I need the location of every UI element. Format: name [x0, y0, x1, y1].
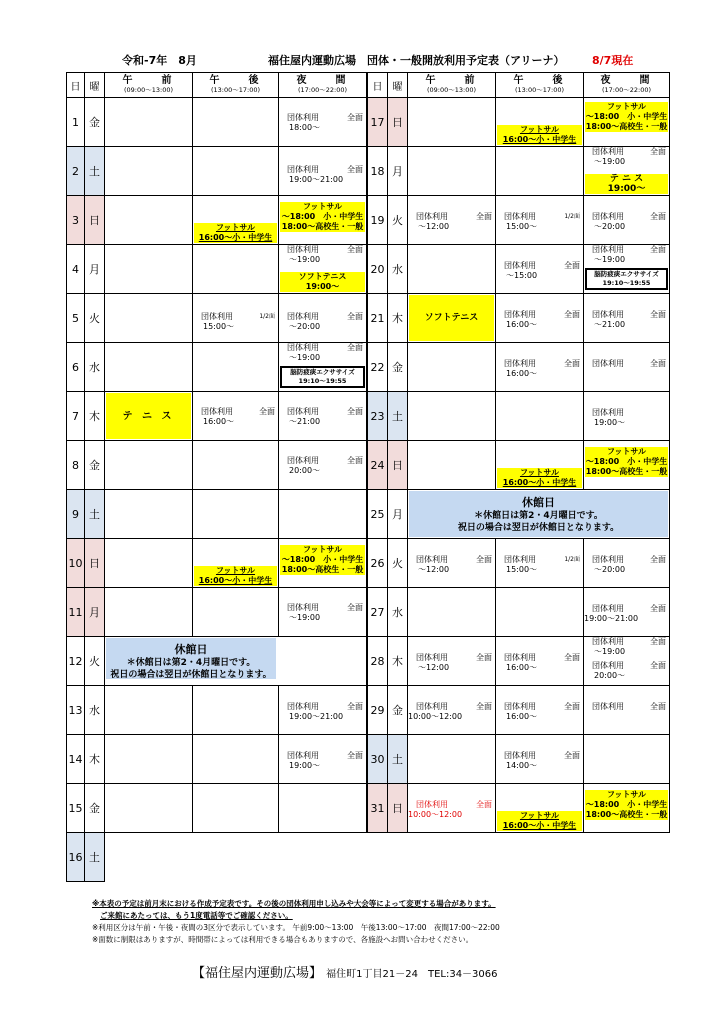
group-booking: 団体利用 全面 16:00～ [201, 407, 275, 426]
evening-slot [584, 98, 670, 147]
futsal-block: フットサル 16:00～小・中学生 [497, 811, 582, 831]
evening-slot: 団体利用 全面 [584, 686, 670, 735]
day-number: 5 [67, 294, 85, 343]
day-number: 16 [67, 833, 85, 882]
weekday: 水 [388, 588, 408, 637]
table-row [67, 539, 367, 588]
table-row [368, 147, 670, 196]
closed-day-cell [408, 490, 670, 539]
group-booking: 団体利用 全面 ～20:00 [592, 212, 666, 231]
group-booking: 団体利用 全面 ～15:00 [504, 261, 580, 280]
am-slot [408, 735, 496, 784]
pm-slot [496, 539, 584, 588]
pm-slot [496, 343, 584, 392]
am-slot [408, 245, 496, 294]
table-row [368, 245, 670, 294]
table-row [67, 441, 367, 490]
col-header-pm: 午 後 (13:00～17:00) [496, 73, 584, 98]
group-booking: 団体利用 1/2面 15:00～ [504, 555, 580, 574]
day-number: 9 [67, 490, 85, 539]
am-slot [105, 735, 193, 784]
evening-slot [279, 147, 367, 196]
schedule-table-left [66, 72, 367, 882]
am-slot [105, 245, 193, 294]
group-booking: 団体利用 全面 ～19:00 [592, 147, 666, 166]
am-slot [105, 441, 193, 490]
day-number: 3 [67, 196, 85, 245]
weekday: 月 [388, 147, 408, 196]
group-booking: 団体利用 全面 ～12:00 [416, 555, 492, 574]
pm-slot [193, 490, 279, 539]
table-row [368, 98, 670, 147]
day-number: 23 [368, 392, 388, 441]
am-slot [105, 588, 193, 637]
group-booking: 団体利用 全面 19:00～ [287, 751, 363, 770]
day-number: 8 [67, 441, 85, 490]
weekday: 月 [85, 588, 105, 637]
day-number: 31 [368, 784, 388, 833]
weekday: 土 [388, 735, 408, 784]
evening-slot [584, 637, 670, 686]
weekday: 月 [85, 245, 105, 294]
day-number: 24 [368, 441, 388, 490]
day-number: 4 [67, 245, 85, 294]
weekday: 日 [85, 539, 105, 588]
closed-day-cell [105, 637, 367, 686]
day-number: 14 [67, 735, 85, 784]
am-slot [105, 784, 193, 833]
group-booking: 団体利用 全面 ～20:00 [287, 312, 363, 331]
weekday: 木 [85, 392, 105, 441]
group-booking: 団体利用 全面 16:00～ [504, 310, 580, 329]
am-slot [105, 392, 193, 441]
evening-slot [584, 588, 670, 637]
pm-slot [193, 588, 279, 637]
table-row [368, 441, 670, 490]
group-booking: 団体利用 全面 ～19:00 [592, 637, 666, 656]
group-booking: 団体利用 全面 ～12:00 [416, 653, 492, 672]
am-slot [105, 539, 193, 588]
group-booking: 団体利用 19:00～ [592, 408, 626, 427]
day-number: 20 [368, 245, 388, 294]
evening-slot [584, 147, 670, 196]
day-number: 13 [67, 686, 85, 735]
pm-slot [193, 441, 279, 490]
evening-slot [279, 588, 367, 637]
group-booking: 団体利用 全面 ～21:00 [592, 310, 666, 329]
pm-slot [193, 343, 279, 392]
pm-slot [496, 588, 584, 637]
evening-slot [584, 441, 670, 490]
table-row [368, 735, 670, 784]
evening-slot [279, 98, 367, 147]
am-slot [408, 686, 496, 735]
weekday: 水 [388, 245, 408, 294]
weekday: 金 [85, 98, 105, 147]
futsal-block: フットサル 16:00～小・中学生 [497, 468, 582, 488]
am-slot [105, 686, 193, 735]
table-row [67, 147, 367, 196]
table-row [67, 490, 367, 539]
am-slot [105, 343, 193, 392]
evening-slot [584, 245, 670, 294]
am-slot [408, 784, 496, 833]
group-booking: 団体利用 全面 ～19:00 [287, 245, 363, 264]
col-header-day: 日 [368, 73, 388, 98]
day-number: 25 [368, 490, 388, 539]
weekday: 金 [388, 343, 408, 392]
table-row [67, 98, 367, 147]
group-booking: 団体利用 全面 ～19:00 [287, 603, 363, 622]
weekday: 木 [388, 637, 408, 686]
col-header-pm: 午 後 (13:00～17:00) [193, 73, 279, 98]
table-row [67, 196, 367, 245]
pm-slot [496, 735, 584, 784]
weekday: 金 [85, 784, 105, 833]
closed-day-notice: 休館日 ＊休館日は第2・4月曜日です。 祝日の場合は翌日が休館日となります。 [106, 638, 276, 679]
evening-slot: 団体利用 全面 [584, 343, 670, 392]
evening-slot [584, 294, 670, 343]
evening-slot [279, 539, 367, 588]
weekday: 木 [388, 294, 408, 343]
futsal-block: フットサル 16:00～小・中学生 [497, 125, 582, 145]
soft-tennis-block: ソフトテニス 19:00～ [280, 272, 365, 292]
table-row [368, 490, 670, 539]
evening-slot [279, 490, 367, 539]
pm-slot [496, 686, 584, 735]
pm-slot [496, 637, 584, 686]
day-number: 11 [67, 588, 85, 637]
table-row [67, 294, 367, 343]
pm-slot [496, 98, 584, 147]
pm-slot [193, 784, 279, 833]
pm-slot [193, 294, 279, 343]
table-row [368, 343, 670, 392]
weekday: 木 [85, 735, 105, 784]
header-era: 令和-7年 8月 [122, 54, 197, 67]
group-booking: 団体利用 全面 ～21:00 [287, 407, 363, 426]
table-row [368, 588, 670, 637]
tennis-block: テ ニ ス [106, 393, 191, 439]
col-header-am: 午 前 (09:00～13:00) [105, 73, 193, 98]
day-number: 1 [67, 98, 85, 147]
evening-slot [279, 294, 367, 343]
weekday: 水 [85, 686, 105, 735]
col-header-day: 日 [67, 73, 85, 98]
weekday: 日 [85, 196, 105, 245]
futsal-block: フットサル ～18:00 小・中学生 18:00～高校生・一般 [585, 102, 668, 131]
facility-name: 【福住屋内運動広場】 [192, 966, 323, 981]
am-slot [408, 637, 496, 686]
table-row [368, 294, 670, 343]
day-number: 15 [67, 784, 85, 833]
group-booking: 団体利用 全面 10:00～12:00 [408, 800, 492, 819]
futsal-block: フットサル ～18:00 小・中学生 18:00～高校生・一般 [585, 447, 668, 476]
header-as-of: 8/7現在 [592, 54, 634, 67]
pm-slot [496, 294, 584, 343]
evening-slot [279, 343, 367, 392]
group-booking: 団体利用 全面 16:00～ [504, 653, 580, 672]
evening-slot [584, 392, 670, 441]
note-line: ※面数に制限はありますが、時間帯によっては利用できる場合もありますので、各施設へお問い合わせください。 [92, 935, 474, 944]
day-number: 7 [67, 392, 85, 441]
table-row [67, 784, 367, 833]
group-booking: 団体利用 全面 ～20:00 [592, 555, 666, 574]
am-slot [408, 588, 496, 637]
evening-slot [279, 686, 367, 735]
table-row [67, 245, 367, 294]
pm-slot [193, 686, 279, 735]
evening-slot [279, 441, 367, 490]
group-booking: 団体利用 全面 19:00～21:00 [287, 165, 363, 184]
table-row [67, 833, 367, 882]
group-booking: 団体利用 全面 ～12:00 [416, 212, 492, 231]
table-row [67, 686, 367, 735]
weekday: 日 [388, 441, 408, 490]
day-number: 6 [67, 343, 85, 392]
weekday: 火 [85, 637, 105, 686]
evening-slot [279, 392, 367, 441]
futsal-block: フットサル ～18:00 小・中学生 18:00～高校生・一般 [281, 202, 364, 231]
group-booking: 団体利用 全面 18:00～ [287, 113, 363, 132]
evening-slot [279, 245, 367, 294]
closed-day-notice: 休館日 ＊休館日は第2・4月曜日です。 祝日の場合は翌日が休館日となります。 [409, 491, 668, 537]
group-booking: 団体利用 全面 ～19:00 [592, 245, 666, 264]
am-slot [408, 539, 496, 588]
pm-slot [496, 441, 584, 490]
table-row [67, 735, 367, 784]
day-number: 10 [67, 539, 85, 588]
group-booking: 団体利用 全面 ～19:00 [287, 343, 363, 362]
exercise-block: 脳防疲痰エクササイズ 19:10～19:55 [280, 366, 365, 388]
pm-slot [496, 392, 584, 441]
evening-slot [584, 784, 670, 833]
note-line: ご来館にあたっては、もう1度電話等でご確認ください。 [100, 911, 293, 920]
table-row [67, 343, 367, 392]
pm-slot [193, 147, 279, 196]
pm-slot [193, 539, 279, 588]
pm-slot [496, 784, 584, 833]
col-header-weekday: 曜 [85, 73, 105, 98]
table-row [368, 784, 670, 833]
pm-slot [496, 196, 584, 245]
col-header-evening: 夜 間 (17:00～22:00) [584, 73, 670, 98]
evening-slot [584, 539, 670, 588]
table-row [368, 392, 670, 441]
evening-slot [584, 196, 670, 245]
weekday: 土 [85, 490, 105, 539]
day-number: 28 [368, 637, 388, 686]
weekday: 月 [388, 490, 408, 539]
am-slot [408, 441, 496, 490]
am-slot [408, 196, 496, 245]
am-slot [105, 147, 193, 196]
group-booking: 団体利用 1/2面 15:00～ [504, 212, 580, 231]
exercise-block: 脳防疲痰エクササイズ 19:10～19:55 [585, 268, 668, 290]
group-booking: 団体利用 全面 20:00～ [592, 661, 666, 680]
group-booking: 団体利用 全面 19:00～21:00 [287, 702, 363, 721]
table-row [368, 539, 670, 588]
evening-slot [279, 735, 367, 784]
group-booking: 団体利用 1/2面 15:00～ [201, 312, 275, 331]
weekday: 土 [85, 833, 105, 882]
evening-slot [279, 196, 367, 245]
schedule-table-right [367, 72, 670, 833]
evening-slot [279, 784, 367, 833]
pm-slot [496, 147, 584, 196]
futsal-block: フットサル ～18:00 小・中学生 18:00～高校生・一般 [585, 790, 668, 819]
day-number: 18 [368, 147, 388, 196]
day-number: 2 [67, 147, 85, 196]
soft-tennis-block: ソフトテニス [409, 295, 494, 341]
futsal-block: フットサル ～18:00 小・中学生 18:00～高校生・一般 [281, 545, 364, 574]
pm-slot [193, 98, 279, 147]
col-header-weekday: 曜 [388, 73, 408, 98]
weekday: 火 [85, 294, 105, 343]
am-slot [105, 196, 193, 245]
group-booking: 団体利用 全面 14:00～ [504, 751, 580, 770]
pm-slot [193, 245, 279, 294]
am-slot [105, 490, 193, 539]
table-row [67, 392, 367, 441]
day-number: 27 [368, 588, 388, 637]
day-number: 26 [368, 539, 388, 588]
day-number: 12 [67, 637, 85, 686]
col-header-am: 午 前 (09:00～13:00) [408, 73, 496, 98]
group-booking: 団体利用 全面 10:00～12:00 [408, 702, 492, 721]
table-row [67, 637, 367, 686]
table-row [67, 588, 367, 637]
weekday: 日 [388, 98, 408, 147]
notes [92, 898, 500, 946]
group-booking: 団体利用 全面 20:00～ [287, 456, 363, 475]
am-slot [408, 147, 496, 196]
day-number: 19 [368, 196, 388, 245]
day-number: 22 [368, 343, 388, 392]
weekday: 火 [388, 196, 408, 245]
group-booking: 団体利用 全面 19:00～21:00 [584, 604, 666, 623]
note-line: ※利用区分は午前・午後・夜間の3区分で表示しています。 午前9:00～13:00 午後13:00～17:00 夜間17:00～22:00 [92, 923, 500, 932]
group-booking: 団体利用 全面 16:00～ [504, 359, 580, 378]
weekday: 土 [85, 147, 105, 196]
day-number: 30 [368, 735, 388, 784]
am-slot [105, 294, 193, 343]
note-line: ※本表の予定は前月末における作成予定表です。その後の団体利用申し込みや大会等によって変更する場合があります。 [92, 899, 496, 908]
table-row [368, 637, 670, 686]
pm-slot [496, 245, 584, 294]
tennis-block: テ ニ ス 19:00～ [585, 174, 668, 194]
col-header-evening: 夜 間 (17:00～22:00) [279, 73, 367, 98]
am-slot [105, 98, 193, 147]
weekday: 金 [85, 441, 105, 490]
facility-address: 福住町1丁目21－24 TEL:34－3066 [326, 969, 498, 980]
header-title: 福住屋内運動広場 団体・一般開放利用予定表（アリーナ） [268, 54, 565, 67]
weekday: 水 [85, 343, 105, 392]
table-row [368, 686, 670, 735]
futsal-block: フットサル 16:00～小・中学生 [194, 223, 277, 243]
am-slot [408, 294, 496, 343]
weekday: 土 [388, 392, 408, 441]
am-slot [408, 343, 496, 392]
weekday: 火 [388, 539, 408, 588]
pm-slot [193, 392, 279, 441]
day-number: 17 [368, 98, 388, 147]
am-slot [408, 98, 496, 147]
pm-slot [193, 196, 279, 245]
evening-slot [584, 735, 670, 784]
weekday: 金 [388, 686, 408, 735]
group-booking: 団体利用 全面 16:00～ [504, 702, 580, 721]
table-row [368, 196, 670, 245]
footer [192, 962, 498, 981]
day-number: 21 [368, 294, 388, 343]
weekday: 日 [388, 784, 408, 833]
day-number: 29 [368, 686, 388, 735]
pm-slot [193, 735, 279, 784]
am-slot [408, 392, 496, 441]
futsal-block: フットサル 16:00～小・中学生 [194, 566, 277, 586]
